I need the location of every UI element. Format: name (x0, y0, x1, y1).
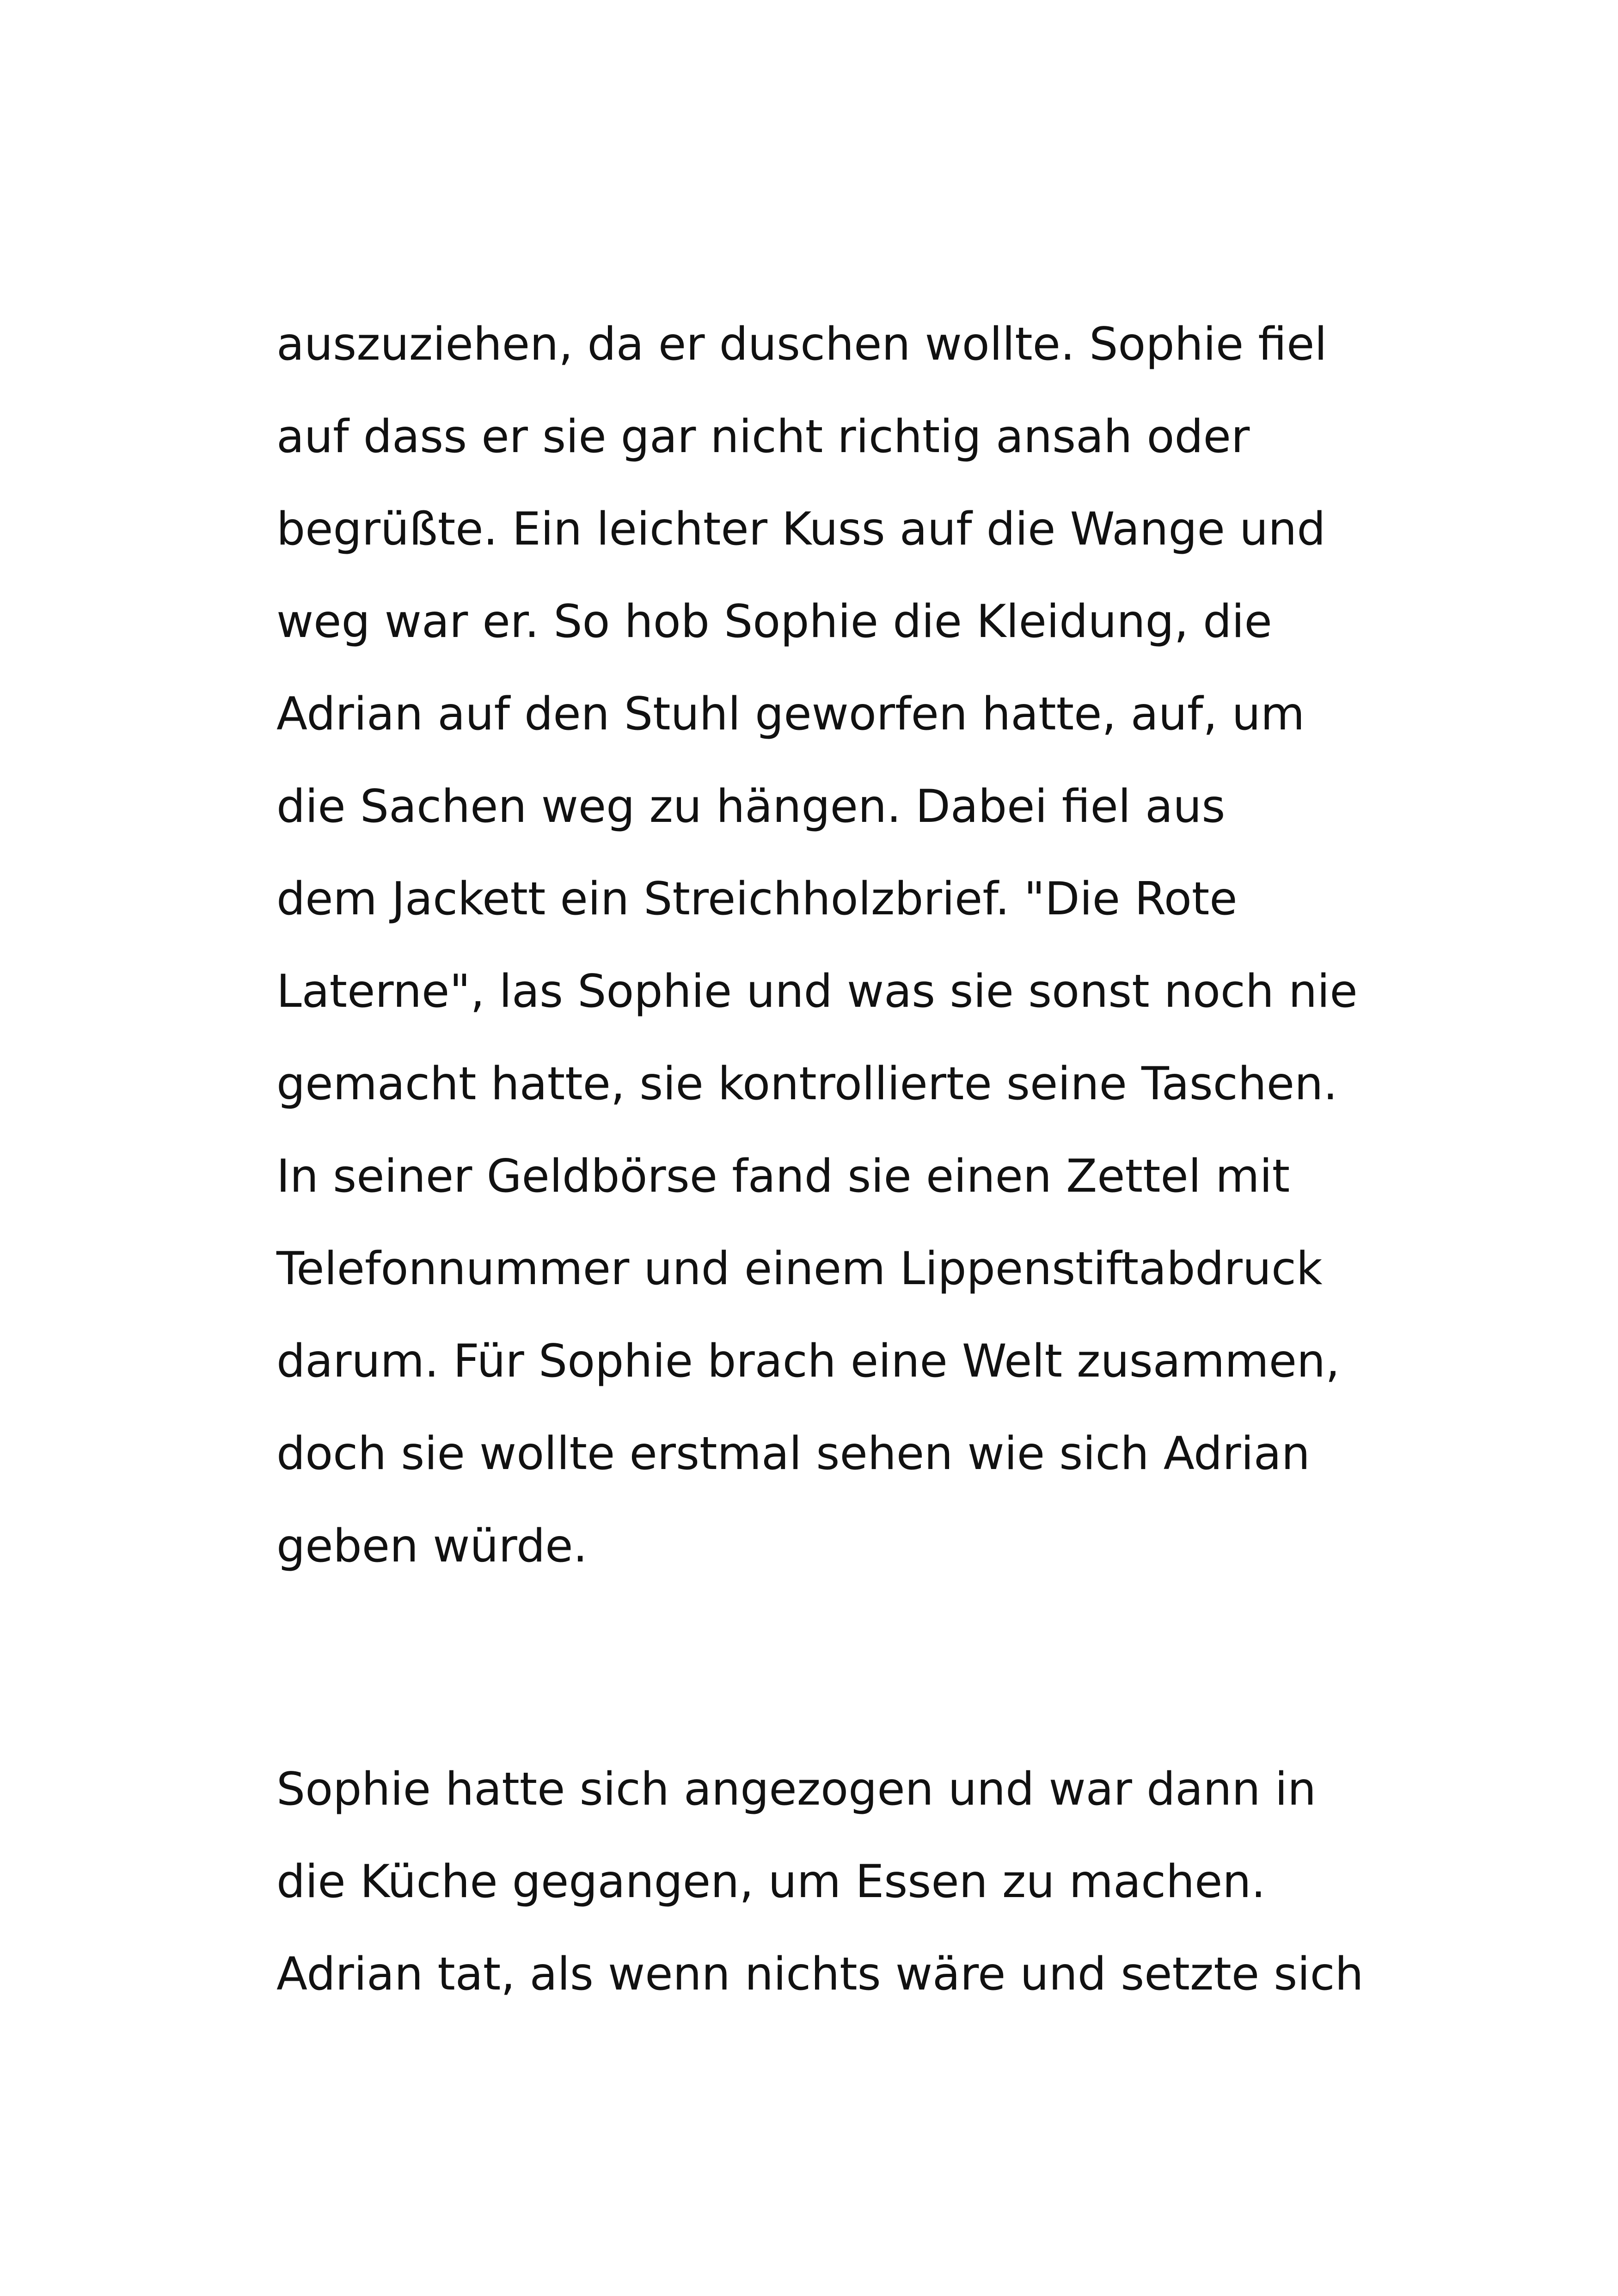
text-line: Telefonnummer und einem Lippenstiftabdruck (276, 1243, 1323, 1295)
text-line: doch sie wollte erstmal sehen wie sich Adrian (276, 1427, 1310, 1480)
text-line: begrüßte. Ein leichter Kuss auf die Wange und (276, 503, 1326, 556)
text-line: Adrian tat, als wenn nichts wäre und setzte sich (276, 1948, 1364, 2001)
text-line: die Küche gegangen, um Essen zu machen. (276, 1855, 1266, 1908)
text-line: darum. Für Sophie brach eine Welt zusammen, (276, 1335, 1340, 1388)
text-line: gemacht hatte, sie kontrollierte seine Taschen. (276, 1058, 1338, 1110)
text-line: Laterne", las Sophie und was sie sonst noch nie (276, 965, 1358, 1018)
text-line: weg war er. So hob Sophie die Kleidung, die (276, 595, 1272, 648)
text-line: Adrian auf den Stuhl geworfen hatte, auf, um (276, 688, 1305, 741)
text-line: auszuziehen, da er duschen wollte. Sophie fiel (276, 318, 1327, 371)
text-line: geben würde. (276, 1520, 588, 1573)
text-line: auf dass er sie gar nicht richtig ansah oder (276, 410, 1250, 463)
text-line: dem Jackett ein Streichholzbrief. "Die Rote (276, 873, 1238, 925)
text-line: In seiner Geldbörse fand sie einen Zettel mit (276, 1150, 1290, 1203)
text-line: die Sachen weg zu hängen. Dabei fiel aus (276, 780, 1226, 833)
text-line: Sophie hatte sich angezogen und war dann in (276, 1763, 1317, 1816)
